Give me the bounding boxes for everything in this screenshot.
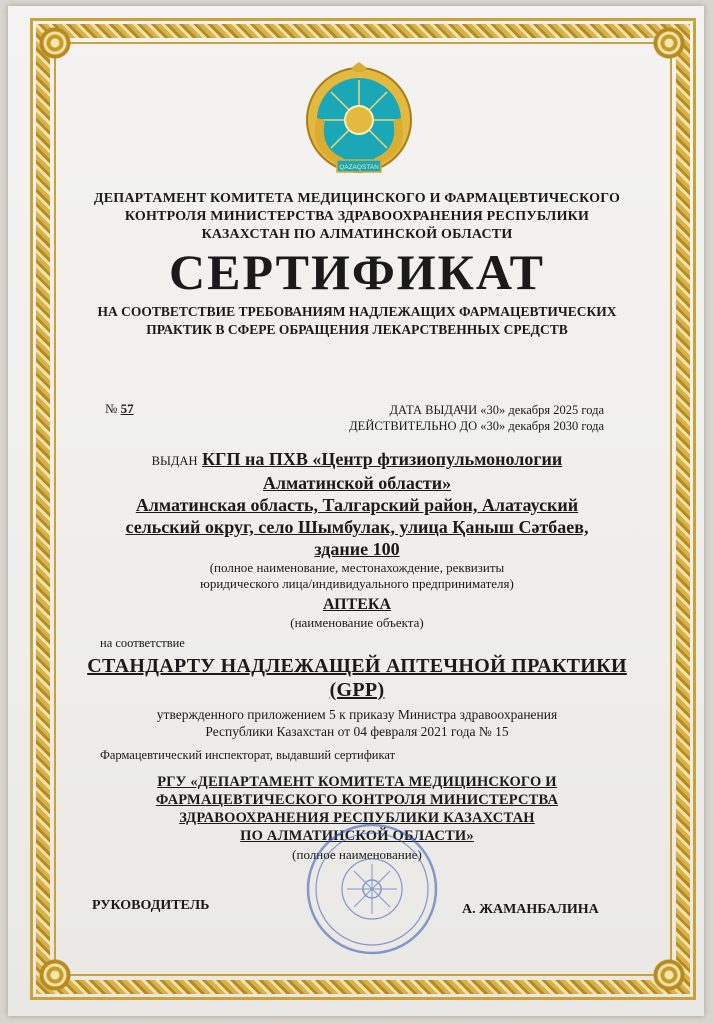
approval-line: утвержденного приложением 5 к приказу Министра здравоохранения [156, 707, 558, 722]
approval-reference [70, 706, 644, 740]
organization-name: КГП на ПХВ «Центр фтизиопульмонологии [202, 449, 563, 469]
standard-line: (GPP) [329, 679, 385, 701]
department-line: ДЕПАРТАМЕНТ КОМИТЕТА МЕДИЦИНСКОГО И ФАРМАЦЕВТИЧЕСКОГО [93, 191, 621, 206]
certificate-number [105, 401, 134, 417]
organization-address: Алматинская область, Талгарский район, Алатауский [135, 495, 579, 515]
inspectorate-line: ПО АЛМАТИНСКОЙ ОБЛАСТИ» [240, 828, 474, 844]
subtitle-line: ПРАКТИК В СФЕРЕ ОБРАЩЕНИЯ ЛЕКАРСТВЕННЫХ СРЕДСТВ [146, 322, 568, 337]
inspectorate-line: ФАРМАЦЕВТИЧЕСКОГО КОНТРОЛЯ МИНИСТЕРСТВА [155, 792, 559, 808]
object-type-hint: (наименование объекта) [290, 615, 424, 630]
department-line: КОНТРОЛЯ МИНИСТЕРСТВА ЗДРАВООХРАНЕНИЯ РЕСПУБЛИКИ [124, 209, 590, 224]
department-line: КАЗАХСТАН ПО АЛМАТИНСКОЙ ОБЛАСТИ [201, 227, 513, 242]
inspectorate-line: ЗДРАВООХРАНЕНИЯ РЕСПУБЛИКИ КАЗАХСТАН [179, 810, 535, 826]
issued-to-block [70, 448, 644, 592]
dates-block [349, 402, 604, 434]
organization-address: сельский округ, село Шымбулак, улица Қаныш Сәтбаев, [125, 517, 589, 537]
standard-name [70, 654, 644, 702]
number-value: 57 [120, 401, 134, 416]
official-stamp-icon [303, 820, 441, 958]
department-header [70, 190, 644, 244]
inspectorate-line: РГУ «ДЕПАРТАМЕНТ КОМИТЕТА МЕДИЦИНСКОГО И [157, 774, 557, 790]
certificate-title: СЕРТИФИКАТ [168, 244, 545, 300]
approval-line: Республики Казахстан от 04 февраля 2021 года № 15 [205, 724, 509, 739]
state-emblem-icon [303, 62, 415, 178]
conformity-label: на соответствие [100, 636, 185, 650]
inspectorate-label: Фармацевтический инспекторат, выдавший сертификат [100, 748, 396, 762]
issue-date: ДАТА ВЫДАЧИ «30» декабря 2025 года [389, 403, 604, 417]
subtitle-line: НА СООТВЕТСТВИЕ ТРЕБОВАНИЯМ НАДЛЕЖАЩИХ ФАРМАЦЕВТИЧЕСКИХ [97, 304, 617, 319]
signatory-role: РУКОВОДИТЕЛЬ [92, 898, 210, 913]
organization-name: Алматинской области» [262, 473, 452, 493]
standard-line: СТАНДАРТУ НАДЛЕЖАЩЕЙ АПТЕЧНОЙ ПРАКТИКИ [87, 655, 627, 677]
organization-address: здание 100 [314, 539, 400, 559]
issued-hint: юридического лица/индивидуального предпринимателя) [200, 576, 514, 591]
issued-label: ВЫДАН [151, 454, 198, 468]
emblem-text: QAZAQSTAN [339, 164, 379, 171]
signatory-name: А. ЖАМАНБАЛИНА [462, 902, 599, 917]
inspectorate-hint: (полное наименование) [292, 847, 422, 862]
certificate-subtitle [70, 303, 644, 339]
issued-hint: (полное наименование, местонахождение, реквизиты [209, 560, 505, 575]
number-label: № [105, 401, 118, 416]
object-type: АПТЕКА [322, 596, 392, 613]
valid-until-date: ДЕЙСТВИТЕЛЬНО ДО «30» декабря 2030 года [349, 419, 604, 433]
